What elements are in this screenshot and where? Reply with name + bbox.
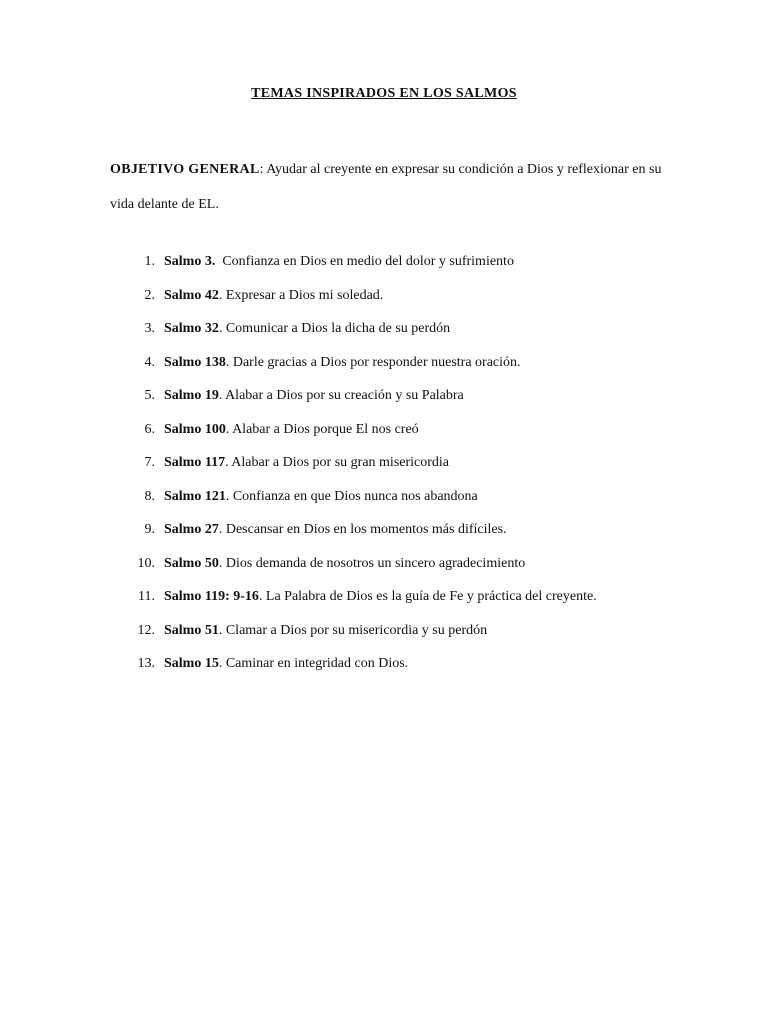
psalm-theme: . Clamar a Dios por su misericordia y su perdón	[218, 622, 488, 638]
objective-text: : Ayudar al creyente en expresar su condición a Dios y reflexionar en su vida delante de EL.	[110, 162, 662, 212]
psalm-reference: Salmo 32	[164, 321, 219, 336]
list-item	[110, 621, 597, 655]
list-item-number: 2.	[144, 287, 155, 303]
list-item	[110, 487, 597, 521]
psalm-reference: Salmo 15	[164, 656, 219, 671]
objective-label: OBJETIVO GENERAL	[110, 162, 260, 177]
list-item-number: 3.	[144, 321, 155, 336]
objective-paragraph	[110, 152, 670, 222]
psalm-reference: Salmo 117	[164, 455, 226, 470]
list-item	[110, 420, 597, 454]
psalm-theme: . Alabar a Dios por su gran misericordia	[225, 455, 450, 470]
list-item-number: 13.	[137, 656, 155, 671]
list-item-number: 11.	[138, 589, 155, 604]
psalm-reference: Salmo 19	[164, 388, 219, 403]
list-item	[110, 554, 597, 588]
list-item	[110, 654, 597, 688]
psalm-theme: . Caminar en integridad con Dios.	[218, 656, 409, 671]
list-item	[110, 353, 597, 387]
psalm-theme: Confianza en Dios en medio del dolor y sufrimiento	[215, 254, 514, 269]
psalm-reference: Salmo 100	[164, 421, 226, 437]
list-item-number: 8.	[144, 488, 155, 504]
psalm-reference: Salmo 138	[164, 354, 226, 370]
psalm-reference: Salmo 3.	[164, 254, 216, 269]
list-item	[110, 520, 597, 554]
psalm-theme: . Darle gracias a Dios por responder nuestra oración.	[225, 354, 521, 370]
list-item-number: 10.	[137, 555, 155, 571]
list-item	[110, 252, 597, 286]
psalm-theme: . La Palabra de Dios es la guía de Fe y práctica del creyente.	[258, 589, 597, 604]
list-item	[110, 319, 597, 353]
list-item	[110, 386, 597, 420]
list-item	[110, 286, 597, 320]
psalm-theme: . Descansar en Dios en los momentos más difíciles.	[218, 522, 507, 537]
list-item-number: 6.	[144, 421, 155, 437]
list-item	[110, 453, 597, 487]
list-item-number: 5.	[144, 388, 155, 403]
document-title: TEMAS INSPIRADOS EN LOS SALMOS	[251, 86, 517, 101]
psalm-reference: Salmo 119: 9-16	[164, 589, 259, 604]
psalm-reference: Salmo 27	[164, 522, 219, 537]
list-item	[110, 587, 597, 621]
psalm-theme: . Comunicar a Dios la dicha de su perdón	[218, 321, 451, 336]
psalm-reference: Salmo 121	[164, 488, 226, 504]
psalm-theme: . Expresar a Dios mi soledad.	[218, 287, 384, 303]
psalm-reference: Salmo 51	[164, 622, 219, 638]
list-item-number: 12.	[137, 622, 155, 638]
psalm-theme: . Alabar a Dios porque El nos creó	[225, 421, 419, 437]
list-item-number: 7.	[144, 455, 155, 470]
list-item-number: 1.	[144, 254, 155, 269]
psalm-reference: Salmo 42	[164, 287, 219, 303]
psalm-theme: . Dios demanda de nosotros un sincero agradecimiento	[218, 555, 526, 571]
psalm-list	[110, 252, 597, 688]
list-item-number: 9.	[144, 522, 155, 537]
list-item-number: 4.	[144, 354, 155, 370]
psalm-reference: Salmo 50	[164, 555, 219, 571]
psalm-theme: . Alabar a Dios por su creación y su Palabra	[218, 388, 464, 403]
psalm-theme: . Confianza en que Dios nunca nos abandona	[225, 488, 478, 504]
